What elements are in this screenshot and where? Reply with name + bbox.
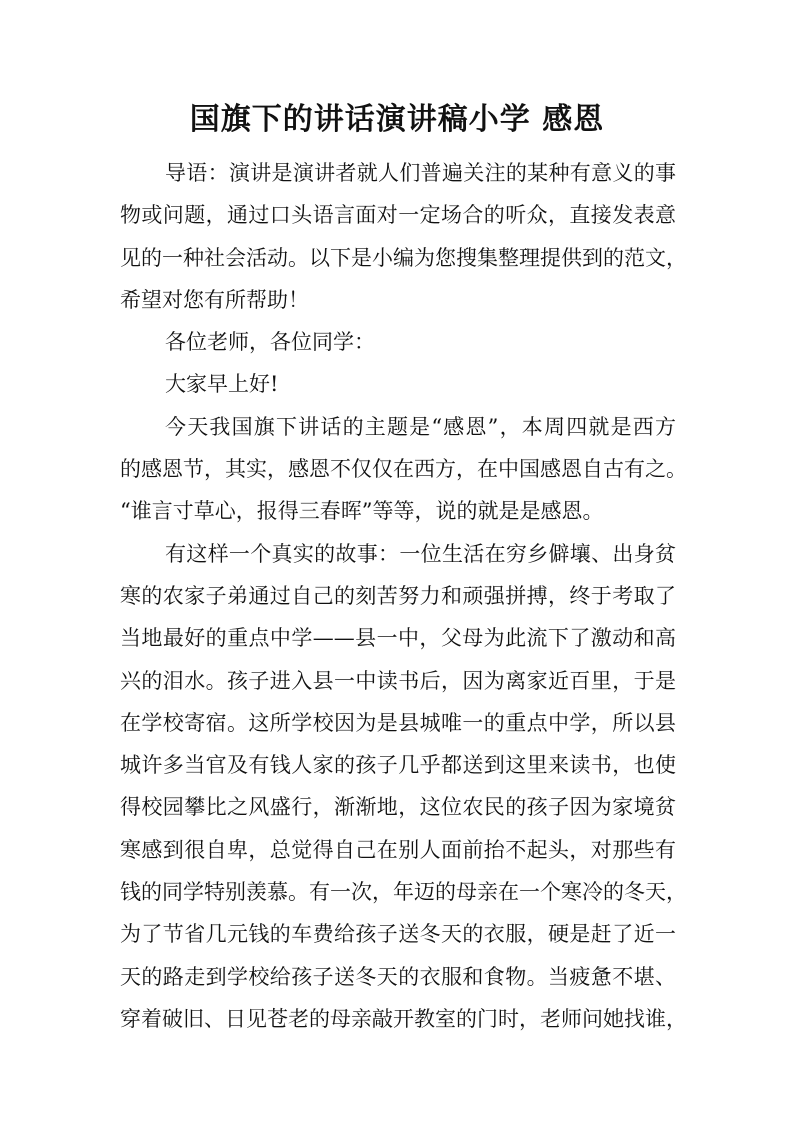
paragraph <box>120 321 676 363</box>
text-line: 钱的同学特别羡慕。有一次，年迈的母亲在一个寒冷的冬天， <box>120 880 687 905</box>
text-line: 得校园攀比之风盛行，渐渐地，这位农民的孩子因为家境贫 <box>120 795 676 820</box>
text-line: 穿着破旧、日见苍老的母亲敲开教室的门时，老师问她找谁， <box>120 1006 687 1031</box>
text-line: 见的一种社会活动。以下是小编为您搜集整理提供到的范文， <box>120 245 687 270</box>
paragraph <box>120 533 687 1041</box>
text-line: 物或问题，通过口头语言面对一定场合的听众，直接发表意 <box>120 203 676 228</box>
paragraph <box>120 363 676 405</box>
document-title: 国旗下的讲话演讲稿小学 感恩 <box>189 102 605 137</box>
text-line: 寒的农家子弟通过自己的刻苦努力和顽强拼搏，终于考取了 <box>120 583 676 608</box>
text-line: 天的路走到学校给孩子送冬天的衣服和食物。当疲惫不堪、 <box>120 964 676 989</box>
paragraph <box>120 406 687 533</box>
text-line: 在学校寄宿。这所学校因为是县城唯一的重点中学，所以县 <box>120 710 676 735</box>
text-line: 导语：演讲是演讲者就人们普遍关注的某种有意义的事 <box>165 161 676 185</box>
text-line: 希望对您有所帮助！ <box>120 287 309 312</box>
text-line: 大家早上好! <box>165 372 279 397</box>
text-line: 城许多当官及有钱人家的孩子几乎都送到这里来读书，也使 <box>120 753 676 778</box>
text-line: 为了节省几元钱的车费给孩子送冬天的衣服，硬是赶了近一 <box>120 922 676 947</box>
text-line: 兴的泪水。孩子进入县一中读书后，因为离家近百里，于是 <box>120 668 676 693</box>
text-line: 各位老师，各位同学： <box>165 330 375 355</box>
text-line: 有这样一个真实的故事：一位生活在穷乡僻壤、出身贫 <box>165 541 676 566</box>
text-line: 的感恩节，其实，感恩不仅仅在西方，在中国感恩自古有之。 <box>120 457 687 482</box>
paragraph <box>120 152 687 321</box>
document-body <box>120 152 687 1040</box>
text-line: “谁言寸草心，报得三春晖”等等，说的就是是感恩。 <box>120 499 604 524</box>
text-line: 今天我国旗下讲话的主题是“感恩”，本周四就是西方 <box>165 414 676 439</box>
text-line: 寒感到很自卑，总觉得自己在别人面前抬不起头，对那些有 <box>120 837 676 862</box>
text-line: 当地最好的重点中学——县一中，父母为此流下了激动和高 <box>120 626 676 651</box>
